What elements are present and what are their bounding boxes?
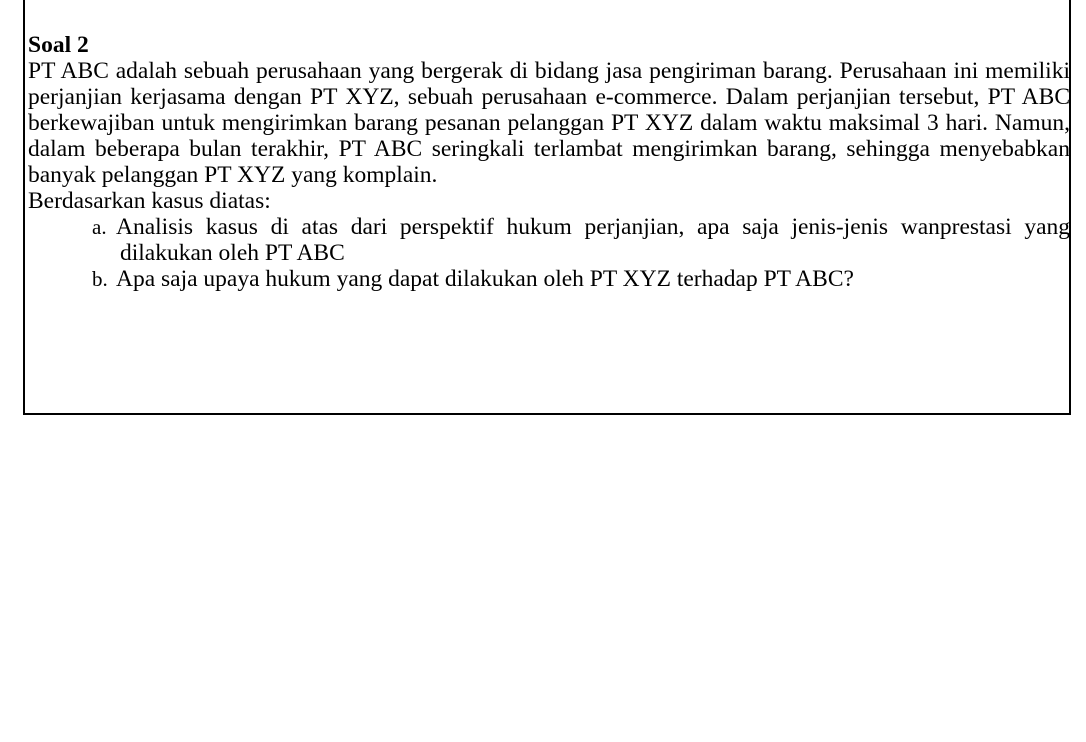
question-marker-a: a.: [92, 215, 107, 239]
question-list: [28, 214, 1070, 292]
question-box: [23, 0, 1071, 415]
question-text-b: Apa saja upaya hukum yang dapat dilakukan oleh PT XYZ terhadap PT ABC?: [116, 266, 854, 292]
question-item-a: [28, 214, 1070, 266]
questions-intro: Berdasarkan kasus diatas:: [28, 188, 271, 214]
question-text-a: Analisis kasus di atas dari perspektif hukum perjanjian, apa saja jenis-jenis wanprestasi yang dilakukan oleh PT ABC: [116, 214, 1070, 266]
question-content: [28, 32, 1070, 292]
question-title: Soal 2: [28, 32, 89, 58]
question-marker-b: b.: [92, 267, 108, 291]
question-item-b: [28, 266, 1070, 292]
case-paragraph: PT ABC adalah sebuah perusahaan yang bergerak di bidang jasa pengiriman barang. Perusahaan ini memiliki perjanjian kerjasama dengan PT XYZ, sebuah perusahaan e-commerce. Dalam perjanjian tersebut, PT ABC berkewajiban untuk mengirimkan barang pesanan pelanggan PT XYZ dalam waktu maksimal 3 hari. Namun, dalam beberapa bulan terakhir, PT ABC seringkali terlambat mengirimkan barang, sehingga menyebabkan banyak pelanggan PT XYZ yang komplain.: [28, 58, 1070, 188]
